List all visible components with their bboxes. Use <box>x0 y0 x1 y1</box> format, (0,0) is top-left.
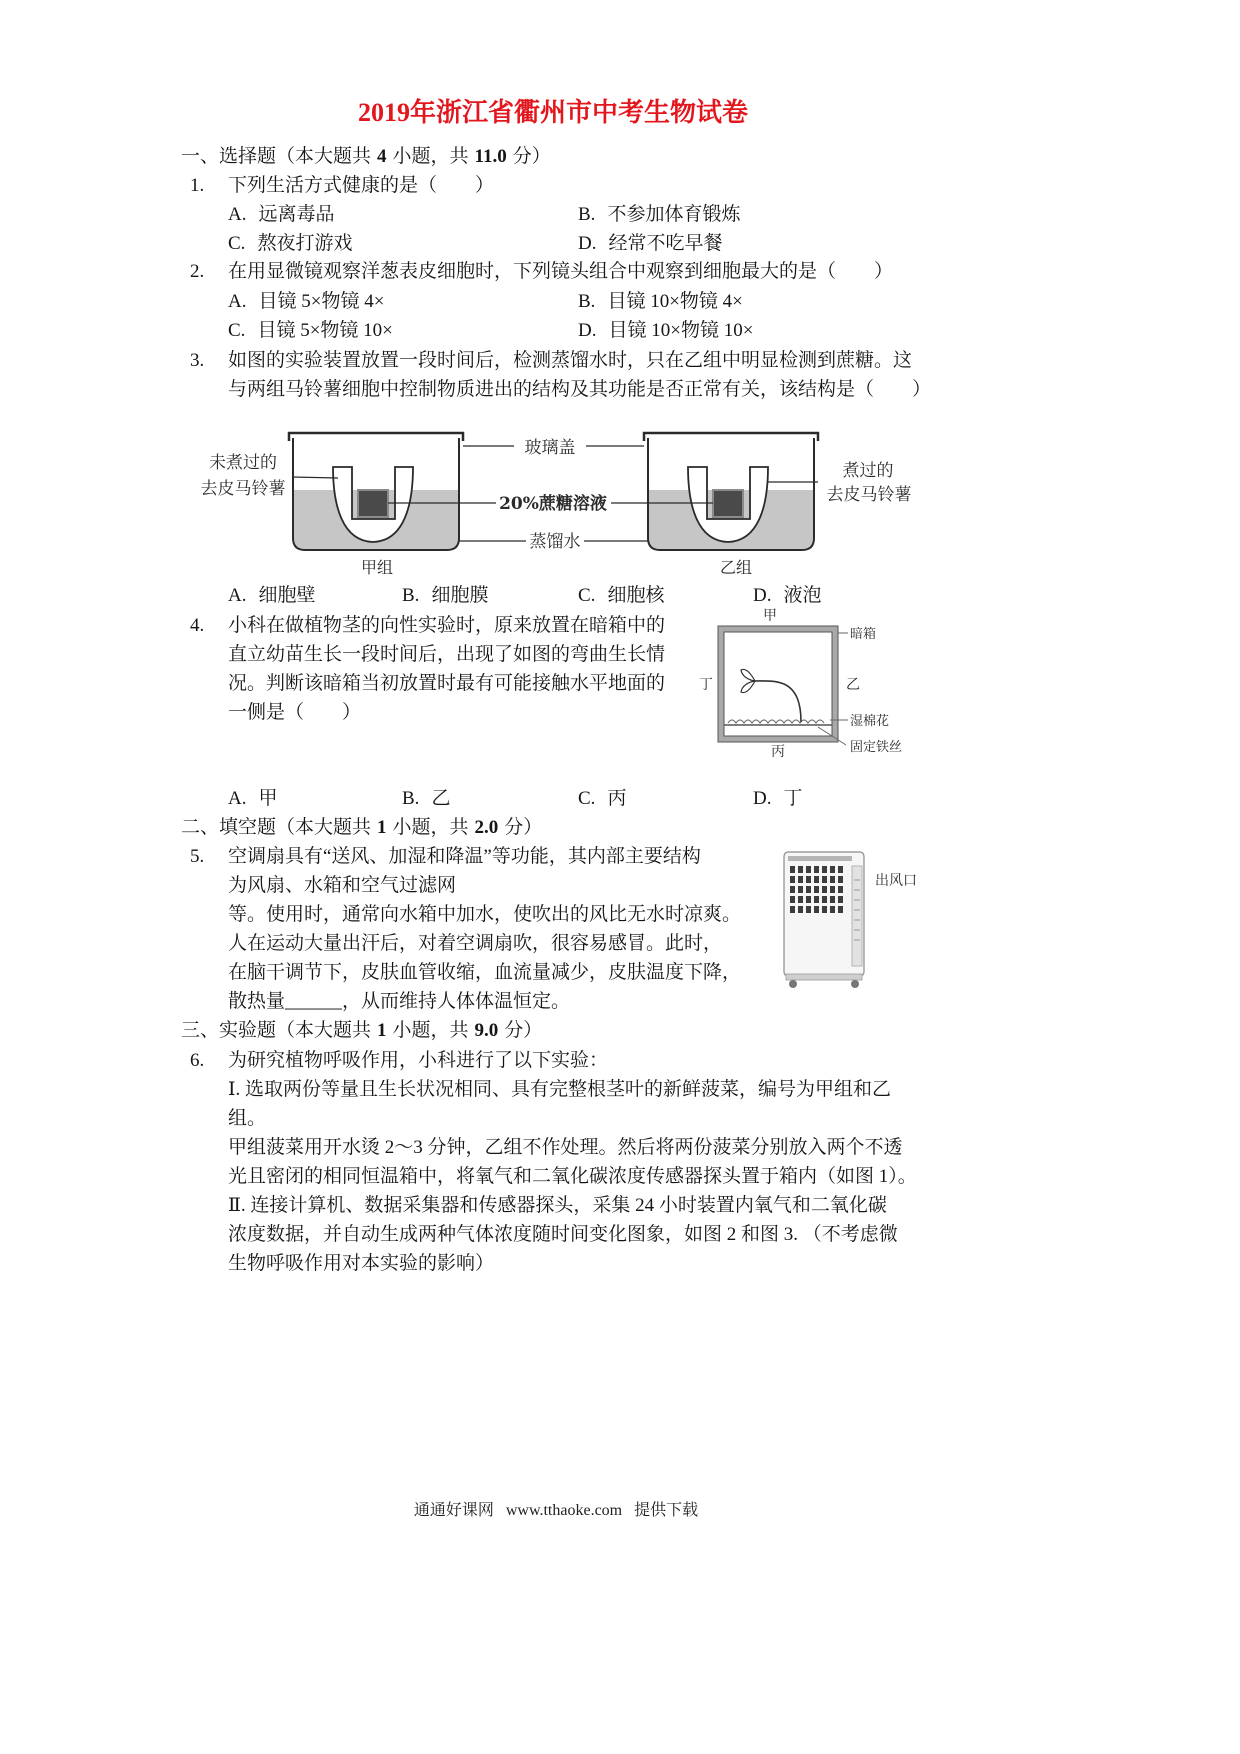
label-sucrose-solution: 20%蔗糖溶液 <box>499 494 607 514</box>
option-letter: B. <box>402 788 420 809</box>
tropism-dark-box-figure <box>690 600 930 765</box>
option-text: 经常不吃早餐 <box>608 233 723 254</box>
option-letter: C. <box>578 585 596 606</box>
grille-slat <box>814 876 819 883</box>
question-stem-line: 人在运动大量出汗后，对着空调扇吹，很容易感冒。此时， <box>228 933 723 954</box>
grille-slat <box>822 866 827 873</box>
section-heading-prefix: 二、填空题（本大题共 <box>181 817 372 838</box>
option-text: 远离毒品 <box>258 204 335 225</box>
grille-slat <box>814 896 819 903</box>
beaker-group-yi <box>644 433 818 550</box>
grille-slat <box>822 886 827 893</box>
section-question-count: 1 <box>377 1020 387 1041</box>
section-heading-middle: 小题，共 <box>392 1020 469 1041</box>
label-peeled-potato-left: 去皮马铃薯 <box>200 479 286 499</box>
option-d <box>578 319 753 343</box>
grille-slat <box>838 896 843 903</box>
label-peeled-potato-right: 去皮马铃薯 <box>826 485 912 505</box>
label-wet-cotton: 湿棉花 <box>850 714 890 729</box>
question-stem-line: 浓度数据，并自动生成两种气体浓度随时间变化图象，如图 2 和图 3. （不考虑微 <box>228 1224 898 1245</box>
option-a <box>228 787 278 811</box>
grille-slat <box>806 866 811 873</box>
option-text: 目镜 5×物镜 10× <box>257 320 393 341</box>
option-text: 丁 <box>783 788 803 809</box>
option-text: 丙 <box>607 788 627 809</box>
question-number: 5. <box>190 846 205 867</box>
option-c <box>228 319 393 343</box>
grille-slat <box>790 886 795 893</box>
section-heading-fill-blank <box>181 816 542 840</box>
grille-slat <box>790 866 795 873</box>
section-question-count: 1 <box>377 817 387 838</box>
question-stem-line: 散热量______，从而维持人体体温恒定。 <box>228 991 571 1012</box>
question-stem-line: 为风扇、水箱和空气过滤网 <box>228 875 457 896</box>
grille-slat <box>830 876 835 883</box>
label-air-outlet: 出风口 <box>875 873 917 889</box>
option-b <box>578 290 743 314</box>
question-stem-line: 直立幼苗生长一段时间后，出现了如图的弯曲生长情 <box>228 644 666 665</box>
label-group-yi: 乙组 <box>719 558 753 577</box>
question-stem-line: 如图的实验装置放置一段时间后，检测蒸馏水时，只在乙组中明显检测到蔗糖。这 <box>228 350 913 371</box>
option-letter: D. <box>753 585 772 606</box>
option-letter: C. <box>228 233 246 254</box>
section-heading-suffix: 分） <box>504 817 543 838</box>
air-conditioning-fan-figure <box>770 840 930 995</box>
option-c <box>578 787 626 811</box>
option-text: 熬夜打游戏 <box>257 233 353 254</box>
option-text: 目镜 5×物镜 4× <box>258 291 385 312</box>
grille-slat <box>838 876 843 883</box>
grille-slat <box>806 906 811 913</box>
option-letter: C. <box>228 320 246 341</box>
question-stem-line: Ⅱ. 连接计算机、数据采集器和传感器探头，采集 24 小时装置内氧气和二氧化碳 <box>228 1195 887 1216</box>
grille-slat <box>798 876 803 883</box>
grille-slat <box>806 886 811 893</box>
grille-slat <box>790 896 795 903</box>
option-letter: D. <box>753 788 772 809</box>
section-heading-prefix: 三、实验题（本大题共 <box>181 1020 372 1041</box>
section-heading-suffix: 分） <box>504 1020 543 1041</box>
control-strip <box>788 856 852 861</box>
section-heading-middle: 小题，共 <box>392 146 469 167</box>
grille-slat <box>822 906 827 913</box>
glass-lid <box>289 433 463 441</box>
option-a <box>228 584 316 608</box>
option-letter: A. <box>228 585 247 606</box>
page-footer <box>356 1500 756 1522</box>
page-title: 2019年浙江省衢州市中考生物试卷 <box>357 98 748 127</box>
option-text: 细胞核 <box>607 585 665 606</box>
question-stem-line: 组。 <box>228 1108 267 1129</box>
question-stem-line: 一侧是（ ） <box>228 702 362 723</box>
section-heading-prefix: 一、选择题（本大题共 <box>181 146 372 167</box>
option-text: 细胞膜 <box>431 585 489 606</box>
sucrose-solution <box>713 490 743 517</box>
option-c <box>578 584 664 608</box>
label-group-jia: 甲组 <box>360 558 394 577</box>
side-label-yi: 乙 <box>846 677 860 693</box>
grille-slat <box>806 896 811 903</box>
grille-slat <box>806 876 811 883</box>
grille-slat <box>814 906 819 913</box>
section-heading-middle: 小题，共 <box>392 817 469 838</box>
question-stem-line: 为研究植物呼吸作用，小科进行了以下实验： <box>228 1050 609 1071</box>
grille-slat <box>790 876 795 883</box>
option-letter: A. <box>228 204 247 225</box>
option-text: 甲 <box>258 788 278 809</box>
option-letter: B. <box>578 291 596 312</box>
option-a <box>228 203 335 227</box>
side-panel <box>852 866 862 966</box>
section-question-count: 4 <box>377 146 387 167</box>
option-letter: D. <box>578 320 597 341</box>
grille-slat <box>838 866 843 873</box>
option-d <box>753 787 803 811</box>
option-letter: A. <box>228 291 247 312</box>
grille-slat <box>798 906 803 913</box>
option-letter: B. <box>402 585 420 606</box>
option-text: 目镜 10×物镜 10× <box>608 320 754 341</box>
option-text: 乙 <box>431 788 451 809</box>
question-stem-line: 在用显微镜观察洋葱表皮细胞时，下列镜头组合中观察到细胞最大的是（ ） <box>228 261 894 282</box>
section-score: 2.0 <box>474 817 499 838</box>
question-stem-line: 光且密闭的相同恒温箱中，将氧气和二氧化碳浓度传感器探头置于箱内（如图 1）。 <box>228 1166 917 1187</box>
option-c <box>228 232 352 256</box>
section-heading-experiment <box>181 1019 542 1043</box>
grille-slat <box>798 886 803 893</box>
side-label-ding: 丁 <box>699 677 713 693</box>
label-glass-lid: 玻璃盖 <box>524 438 576 458</box>
side-label-bing: 丙 <box>771 744 785 760</box>
grille-slat <box>814 886 819 893</box>
wheel <box>789 980 797 988</box>
label-fixed-wire: 固定铁丝 <box>850 740 903 755</box>
footer-url: www.tthaoke.com <box>505 1502 623 1519</box>
option-a <box>228 290 384 314</box>
grille-slat <box>830 866 835 873</box>
grille-slat <box>838 886 843 893</box>
grille-slat <box>830 886 835 893</box>
option-letter: C. <box>578 788 596 809</box>
beaker-group-jia <box>289 433 463 550</box>
question-number: 6. <box>190 1050 205 1071</box>
option-text: 液泡 <box>783 585 822 606</box>
option-d <box>578 232 723 256</box>
label-dark-box: 暗箱 <box>850 627 877 642</box>
sucrose-solution <box>358 490 388 517</box>
footer-note: 提供下载 <box>634 1502 699 1519</box>
section-heading-suffix: 分） <box>512 146 551 167</box>
leader-line <box>292 477 338 478</box>
label-boiled: 煮过的 <box>842 461 894 481</box>
question-stem-line: 等。使用时，通常向水箱中加水，使吹出的风比无水时凉爽。 <box>228 904 742 925</box>
option-text: 细胞壁 <box>258 585 316 606</box>
grille-slat <box>822 896 827 903</box>
grille-slat <box>838 906 843 913</box>
grille-slat <box>822 876 827 883</box>
side-label-jia: 甲 <box>763 608 777 624</box>
section-heading-choice <box>181 145 551 169</box>
section-score: 11.0 <box>474 146 507 167</box>
grille-slat <box>798 866 803 873</box>
fan-base <box>786 974 862 980</box>
option-text: 不参加体育锻炼 <box>607 204 741 225</box>
grille-slat <box>830 896 835 903</box>
section-score: 9.0 <box>474 1020 499 1041</box>
option-text: 目镜 10×物镜 4× <box>607 291 743 312</box>
label-unboiled: 未煮过的 <box>209 453 277 473</box>
question-stem-line: 空调扇具有“送风、加湿和降温”等功能，其内部主要结构 <box>228 846 701 867</box>
wheel <box>851 980 859 988</box>
footer-site-name: 通通好课网 <box>413 1502 494 1519</box>
osmosis-experiment-figure <box>181 420 941 585</box>
label-distilled-water: 蒸馏水 <box>529 532 581 552</box>
question-number: 1. <box>190 175 205 196</box>
option-b <box>402 787 450 811</box>
question-stem-line: 在脑干调节下，皮肤血管收缩，血流量减少，皮肤温度下降， <box>228 962 742 983</box>
question-stem-line: 与两组马铃薯细胞中控制物质进出的结构及其功能是否正常有关，该结构是（ ） <box>228 379 932 400</box>
grille-slat <box>798 896 803 903</box>
option-letter: B. <box>578 204 596 225</box>
option-letter: A. <box>228 788 247 809</box>
question-stem-line: 况。判断该暗箱当初放置时最有可能接触水平地面的 <box>228 673 666 694</box>
option-b <box>402 584 488 608</box>
option-letter: D. <box>578 233 597 254</box>
grille-slat <box>814 866 819 873</box>
question-stem-line: 甲组菠菜用开水烫 2～3 分钟，乙组不作处理。然后将两份菠菜分别放入两个不透 <box>228 1137 903 1158</box>
grille-slat <box>790 906 795 913</box>
question-number: 2. <box>190 261 205 282</box>
question-stem-line: Ⅰ. 选取两份等量且生长状况相同、具有完整根茎叶的新鲜菠菜，编号为甲组和乙 <box>228 1079 892 1100</box>
glass-lid <box>644 433 818 441</box>
question-number: 4. <box>190 615 205 636</box>
grille-slat <box>830 906 835 913</box>
question-number: 3. <box>190 350 205 371</box>
question-stem-line: 小科在做植物茎的向性实验时，原来放置在暗箱中的 <box>228 615 666 636</box>
option-b <box>578 203 740 227</box>
question-stem-line: 生物呼吸作用对本实验的影响） <box>228 1253 495 1274</box>
question-stem-line: 下列生活方式健康的是（ ） <box>228 175 495 196</box>
